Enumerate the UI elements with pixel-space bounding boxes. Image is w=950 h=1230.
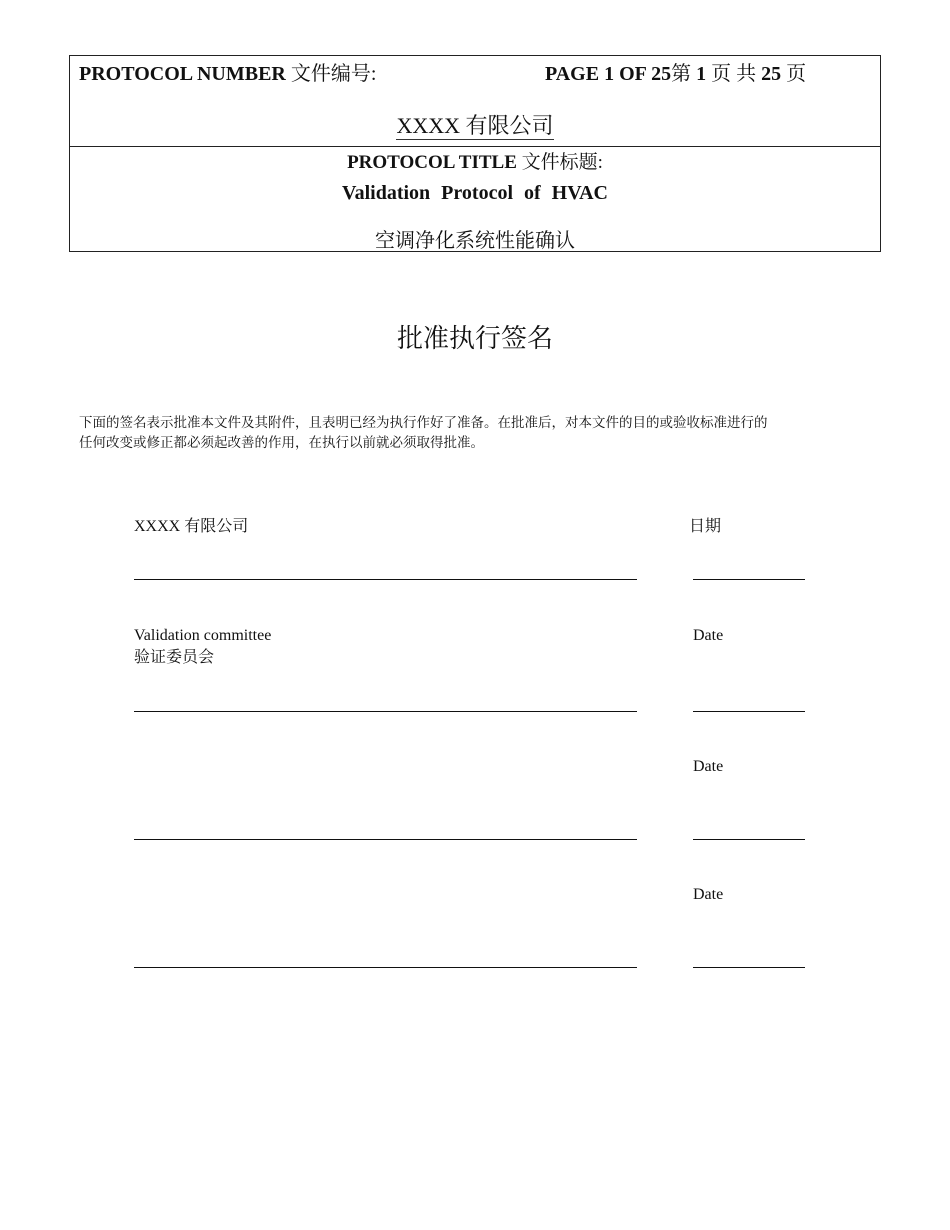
protocol-number-label	[79, 57, 376, 86]
signature-row3-date-label: Date	[693, 758, 724, 775]
title-label-cn: 文件标题:	[521, 152, 603, 173]
protocol-number-label-en: PROTOCOL NUMBER	[79, 63, 286, 85]
date-line-4[interactable]	[693, 967, 805, 968]
approval-statement	[79, 413, 879, 453]
page-heading: 批准执行签名	[396, 324, 553, 353]
page-current: 1	[696, 63, 707, 85]
signature-row2-label	[134, 625, 271, 669]
signature-row1-date-label: 日期	[689, 518, 722, 535]
signature-row2-label-en: Validation committee	[134, 627, 272, 644]
page-info	[545, 57, 806, 86]
page-label-en: PAGE 1 OF 25	[545, 63, 672, 85]
page-total: 25	[761, 63, 782, 85]
date-line-1[interactable]	[693, 579, 805, 580]
page-label-cn-2: 页 共	[711, 63, 757, 85]
signature-line-3[interactable]	[134, 839, 637, 840]
protocol-header-box	[69, 55, 881, 252]
company-name: XXXX 有限公司	[396, 113, 554, 138]
title-label-en: PROTOCOL TITLE	[347, 152, 517, 173]
page-label-cn-3: 页	[786, 63, 807, 85]
date-line-2[interactable]	[693, 711, 805, 712]
protocol-title-label	[70, 147, 880, 174]
company-name-header	[70, 109, 880, 140]
protocol-title-cn: 空调净化系统性能确认	[375, 230, 575, 252]
signature-line-1[interactable]	[134, 579, 637, 580]
protocol-title-en: Validation Protocol of HVAC	[342, 182, 608, 204]
page-label-cn-1: 第	[671, 63, 692, 85]
protocol-number-label-cn: 文件编号:	[290, 63, 377, 85]
date-line-3[interactable]	[693, 839, 805, 840]
signature-line-2[interactable]	[134, 711, 637, 712]
approval-statement-line1: 下面的签名表示批准本文件及其附件，且表明已经为执行作好了准备。在批准后，对本文件的目的或验收标准进行的	[79, 415, 768, 430]
signature-row4-date-label: Date	[693, 886, 724, 903]
signature-row2-label-cn: 验证委员会	[134, 649, 215, 666]
signature-row1-label: XXXX 有限公司	[134, 518, 249, 535]
approval-statement-line2: 任何改变或修正都必须起改善的作用，在执行以前就必须取得批准。	[79, 435, 484, 450]
signature-line-4[interactable]	[134, 967, 637, 968]
signature-row2-date-label: Date	[693, 627, 724, 644]
